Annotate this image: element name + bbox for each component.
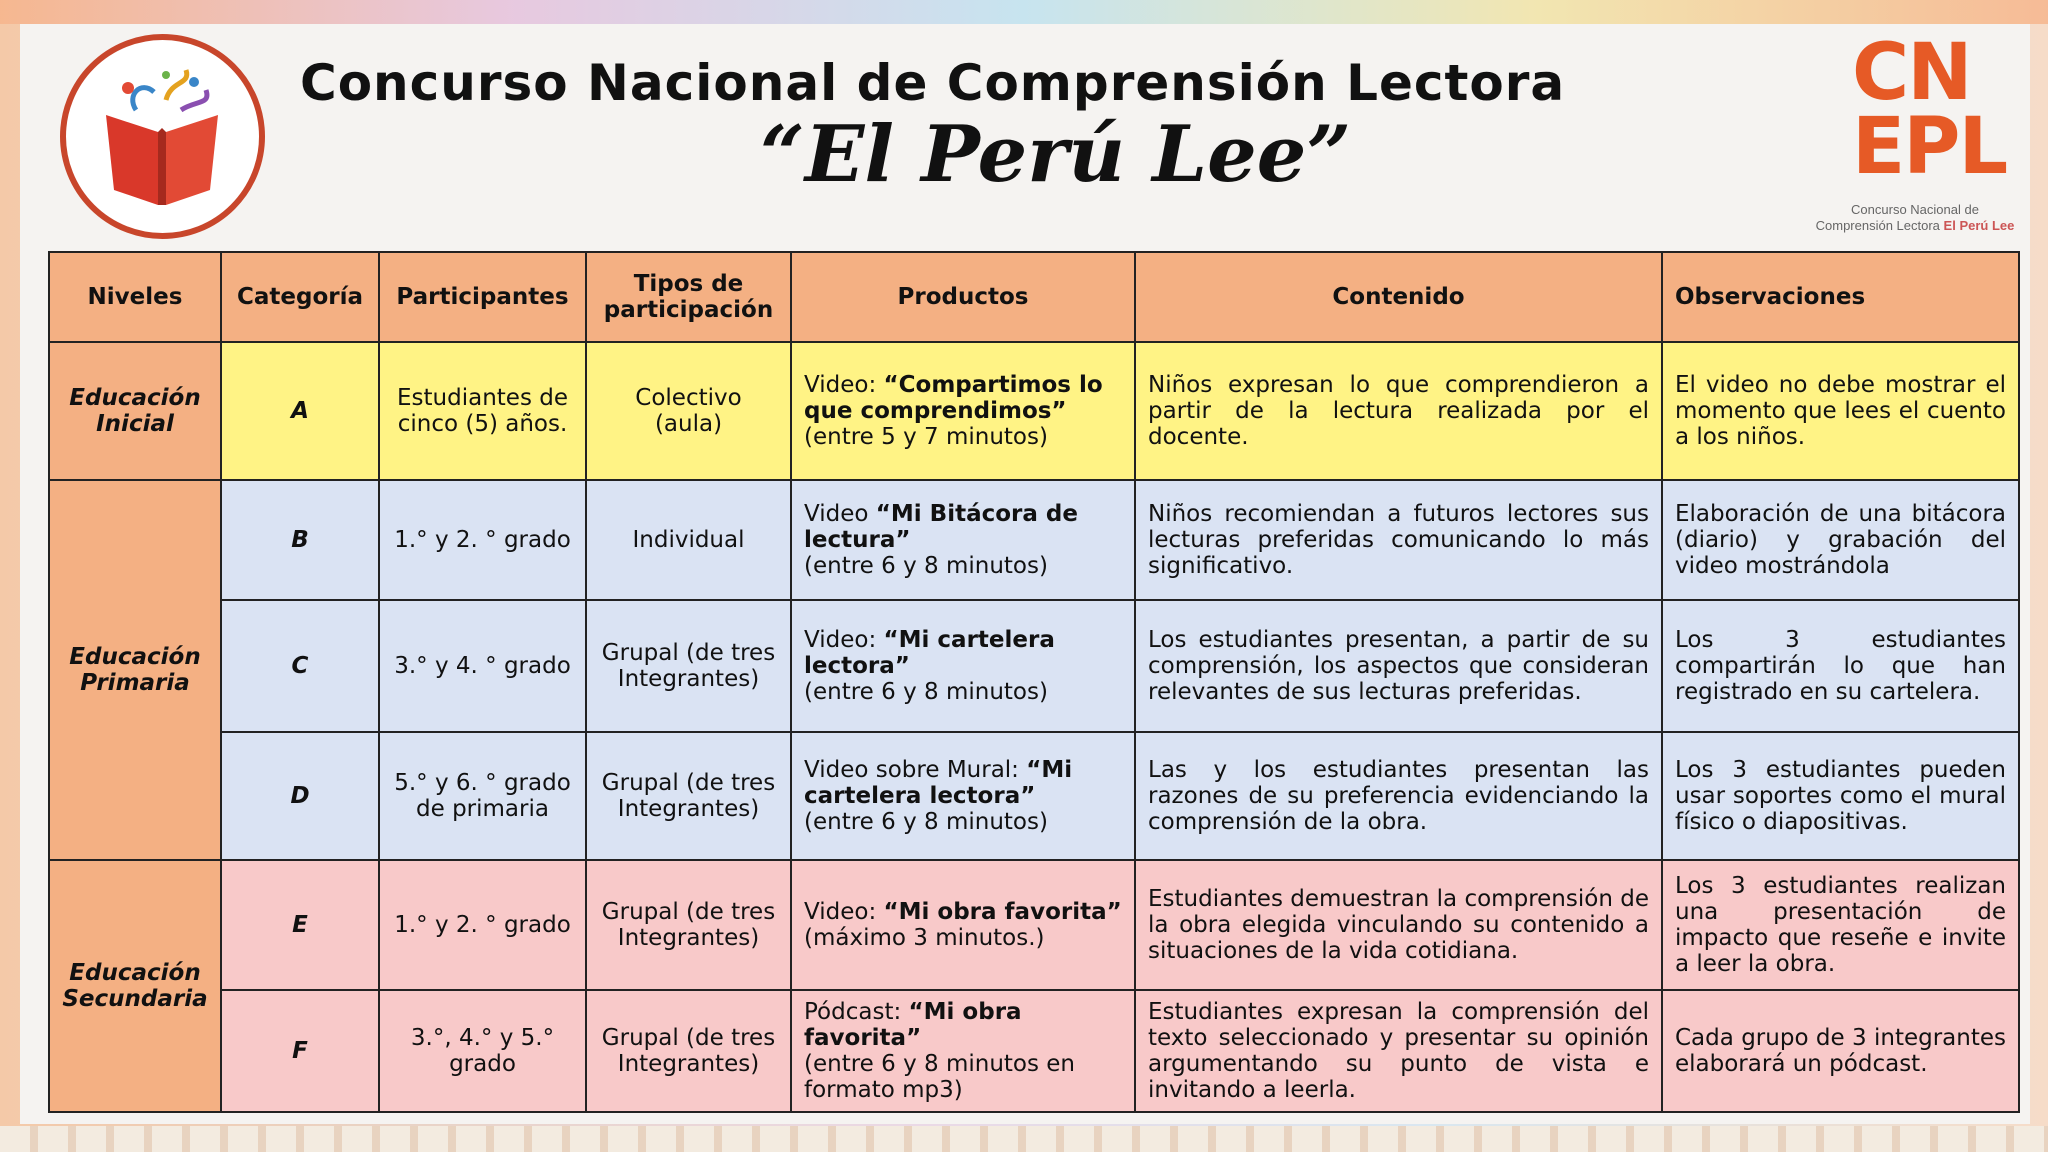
participation-type-cell: Grupal (de tres Integrantes) bbox=[586, 990, 791, 1112]
column-header: Productos bbox=[791, 252, 1135, 342]
decorative-bottom-strip bbox=[0, 1126, 2048, 1152]
content-cell: Los estudiantes presentan, a partir de su comprensión, los aspectos que consideran relevantes de sus lecturas preferidas. bbox=[1135, 600, 1662, 732]
level-cell: Educación Inicial bbox=[49, 342, 221, 480]
column-header: Categoría bbox=[221, 252, 379, 342]
content-cell: Niños expresan lo que comprendieron a partir de la lectura realizada por el docente. bbox=[1135, 342, 1662, 480]
table-row bbox=[49, 860, 2019, 990]
participants-cell: 1.° y 2. ° grado bbox=[379, 860, 586, 990]
category-cell: E bbox=[221, 860, 379, 990]
competition-table bbox=[48, 251, 2020, 1113]
product-cell: Video “Mi Bitácora de lectura” (entre 6 y 8 minutos) bbox=[791, 480, 1135, 600]
page-title: Concurso Nacional de Comprensión Lectora bbox=[300, 54, 1566, 112]
column-header: Contenido bbox=[1135, 252, 1662, 342]
column-header: Tipos de participación bbox=[586, 252, 791, 342]
table-row bbox=[49, 600, 2019, 732]
table-row bbox=[49, 480, 2019, 600]
product-cell: Video: “Compartimos lo que comprendimos” (entre 5 y 7 minutos) bbox=[791, 342, 1135, 480]
level-cell: Educación Secundaria bbox=[49, 860, 221, 1112]
column-header: Niveles bbox=[49, 252, 221, 342]
notes-cell: El video no debe mostrar el momento que lees el cuento a los niños. bbox=[1662, 342, 2019, 480]
table-header-row bbox=[49, 252, 2019, 342]
participation-type-cell: Grupal (de tres Integrantes) bbox=[586, 732, 791, 860]
decorative-top-strip bbox=[0, 0, 2048, 24]
open-book-icon bbox=[66, 40, 259, 233]
product-cell: Video sobre Mural: “Mi cartelera lectora” (entre 6 y 8 minutos) bbox=[791, 732, 1135, 860]
level-cell: Educación Primaria bbox=[49, 480, 221, 860]
page-subtitle: “El Perú Lee” bbox=[760, 109, 1352, 200]
notes-cell: Los 3 estudiantes realizan una presentación de impacto que reseñe e invite a leer la obra. bbox=[1662, 860, 2019, 990]
column-header: Participantes bbox=[379, 252, 586, 342]
participants-cell: 3.° y 4. ° grado bbox=[379, 600, 586, 732]
book-logo bbox=[60, 34, 265, 239]
content-cell: Las y los estudiantes presentan las razones de su preferencia evidenciando la comprensión de la obra. bbox=[1135, 732, 1662, 860]
category-cell: B bbox=[221, 480, 379, 600]
notes-cell: Elaboración de una bitácora (diario) y grabación del video mostrándola bbox=[1662, 480, 2019, 600]
table-row bbox=[49, 990, 2019, 1112]
content-cell: Estudiantes demuestran la comprensión de la obra elegida vinculando su contenido a situaciones de la vida cotidiana. bbox=[1135, 860, 1662, 990]
product-cell: Video: “Mi obra favorita” (máximo 3 minutos.) bbox=[791, 860, 1135, 990]
category-cell: F bbox=[221, 990, 379, 1112]
product-cell: Pódcast: “Mi obra favorita” (entre 6 y 8 minutos en formato mp3) bbox=[791, 990, 1135, 1112]
participants-cell: 3.°, 4.° y 5.° grado bbox=[379, 990, 586, 1112]
content-cell: Niños recomiendan a futuros lectores sus lecturas preferidas comunicando lo más significativo. bbox=[1135, 480, 1662, 600]
notes-cell: Los 3 estudiantes pueden usar soportes como el mural físico o diapositivas. bbox=[1662, 732, 2019, 860]
participants-cell: 5.° y 6. ° grado de primaria bbox=[379, 732, 586, 860]
participation-type-cell: Colectivo (aula) bbox=[586, 342, 791, 480]
participation-type-cell: Grupal (de tres Integrantes) bbox=[586, 600, 791, 732]
category-cell: C bbox=[221, 600, 379, 732]
notes-cell: Los 3 estudiantes compartirán lo que han registrado en su cartelera. bbox=[1662, 600, 2019, 732]
brand-letters: CN EPL bbox=[1852, 28, 2007, 192]
table-row bbox=[49, 342, 2019, 480]
notes-cell: Cada grupo de 3 integrantes elaborará un pódcast. bbox=[1662, 990, 2019, 1112]
participation-type-cell: Individual bbox=[586, 480, 791, 600]
column-header: Observaciones bbox=[1662, 252, 2019, 342]
category-cell: D bbox=[221, 732, 379, 860]
participation-type-cell: Grupal (de tres Integrantes) bbox=[586, 860, 791, 990]
participants-cell: 1.° y 2. ° grado bbox=[379, 480, 586, 600]
cnepl-logo bbox=[1800, 28, 2030, 237]
table-row bbox=[49, 732, 2019, 860]
category-cell: A bbox=[221, 342, 379, 480]
content-cell: Estudiantes expresan la comprensión del texto seleccionado y presentar su opinión argumentando su punto de vista e invitando a leerla. bbox=[1135, 990, 1662, 1112]
brand-caption: Concurso Nacional de Comprensión Lectora El Perú Lee bbox=[1815, 202, 2015, 233]
participants-cell: Estudiantes de cinco (5) años. bbox=[379, 342, 586, 480]
product-cell: Video: “Mi cartelera lectora” (entre 6 y 8 minutos) bbox=[791, 600, 1135, 732]
